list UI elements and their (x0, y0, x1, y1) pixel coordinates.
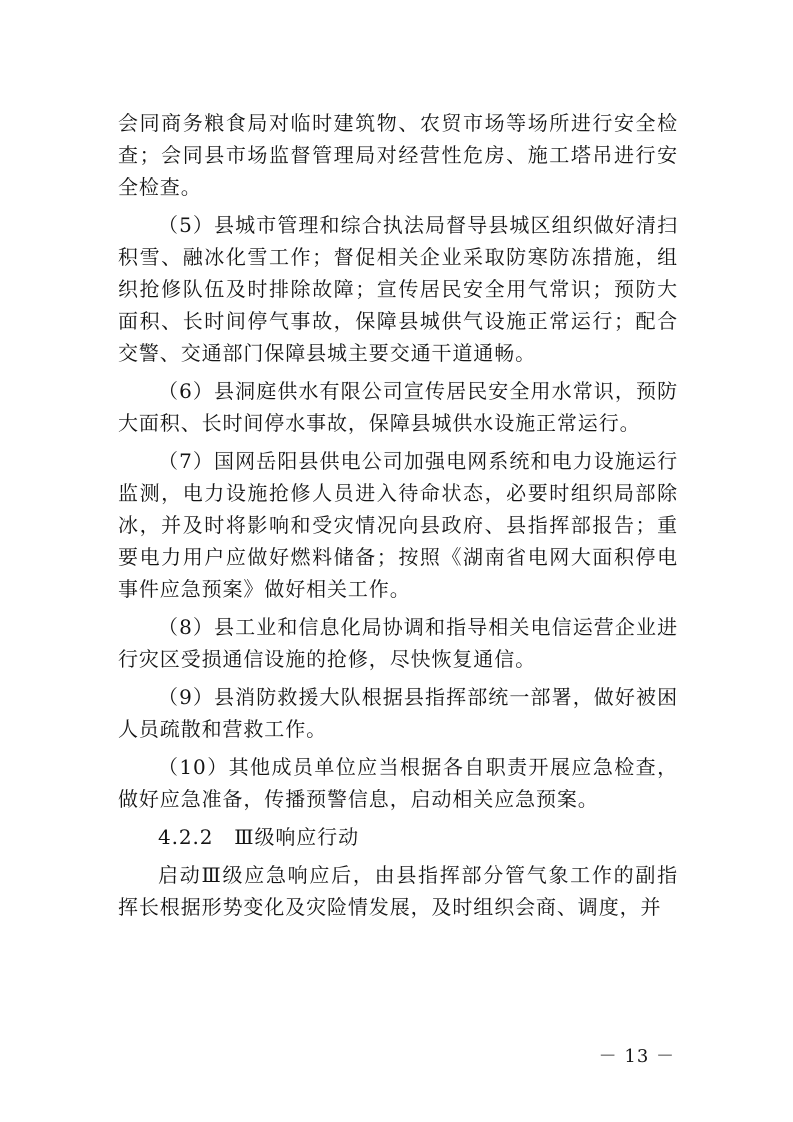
paragraph-item-5: （5）县城市管理和综合执法局督导县城区组织做好清扫积雪、融冰化雪工作；督促相关企业采取防寒防冻措施，组织抢修队伍及时排除故障；宣传居民安全用气常识；预防大面积、长时间停气事故，保障县城供气设施正常运行；配合交警、交通部门保障县城主要交通干道通畅。 (118, 213, 678, 365)
paragraph-item-10: （10）其他成员单位应当根据各自职责开展应急检查，做好应急准备，传播预警信息，启动相关应急预案。 (118, 755, 678, 811)
section-heading: 4.2.2 Ⅲ级响应行动 (158, 825, 359, 849)
paragraph-item-6: （6）县洞庭供水有限公司宣传居民安全用水常识，预防大面积、长时间停水事故，保障县城供水设施正常运行。 (118, 379, 678, 435)
paragraph-item-7: （7）国网岳阳县供电公司加强电网系统和电力设施运行监测，电力设施抢修人员进入待命状态，必要时组织局部除冰，并及时将影响和受灾情况向县政府、县指挥部报告；重要电力用户应做好燃料储备；按照《湖南省电网大面积停电事件应急预案》做好相关工作。 (118, 449, 678, 601)
body-text (118, 107, 678, 929)
page-number: － 13 － (598, 1046, 675, 1067)
paragraph-item-9: （9）县消防救援大队根据县指挥部统一部署，做好被困人员疏散和营救工作。 (118, 685, 678, 741)
paragraph-level-3-response: 启动Ⅲ级应急响应后，由县指挥部分管气象工作的副指挥长根据形势变化及灾险情发展，及时组织会商、调度，并 (118, 863, 678, 919)
paragraph-continuation: 会同商务粮食局对临时建筑物、农贸市场等场所进行安全检查；会同县市场监督管理局对经营性危房、施工塔吊进行安全检查。 (118, 111, 678, 199)
paragraph-item-8: （8）县工业和信息化局协调和指导相关电信运营企业进行灾区受损通信设施的抢修，尽快恢复通信。 (118, 615, 678, 671)
